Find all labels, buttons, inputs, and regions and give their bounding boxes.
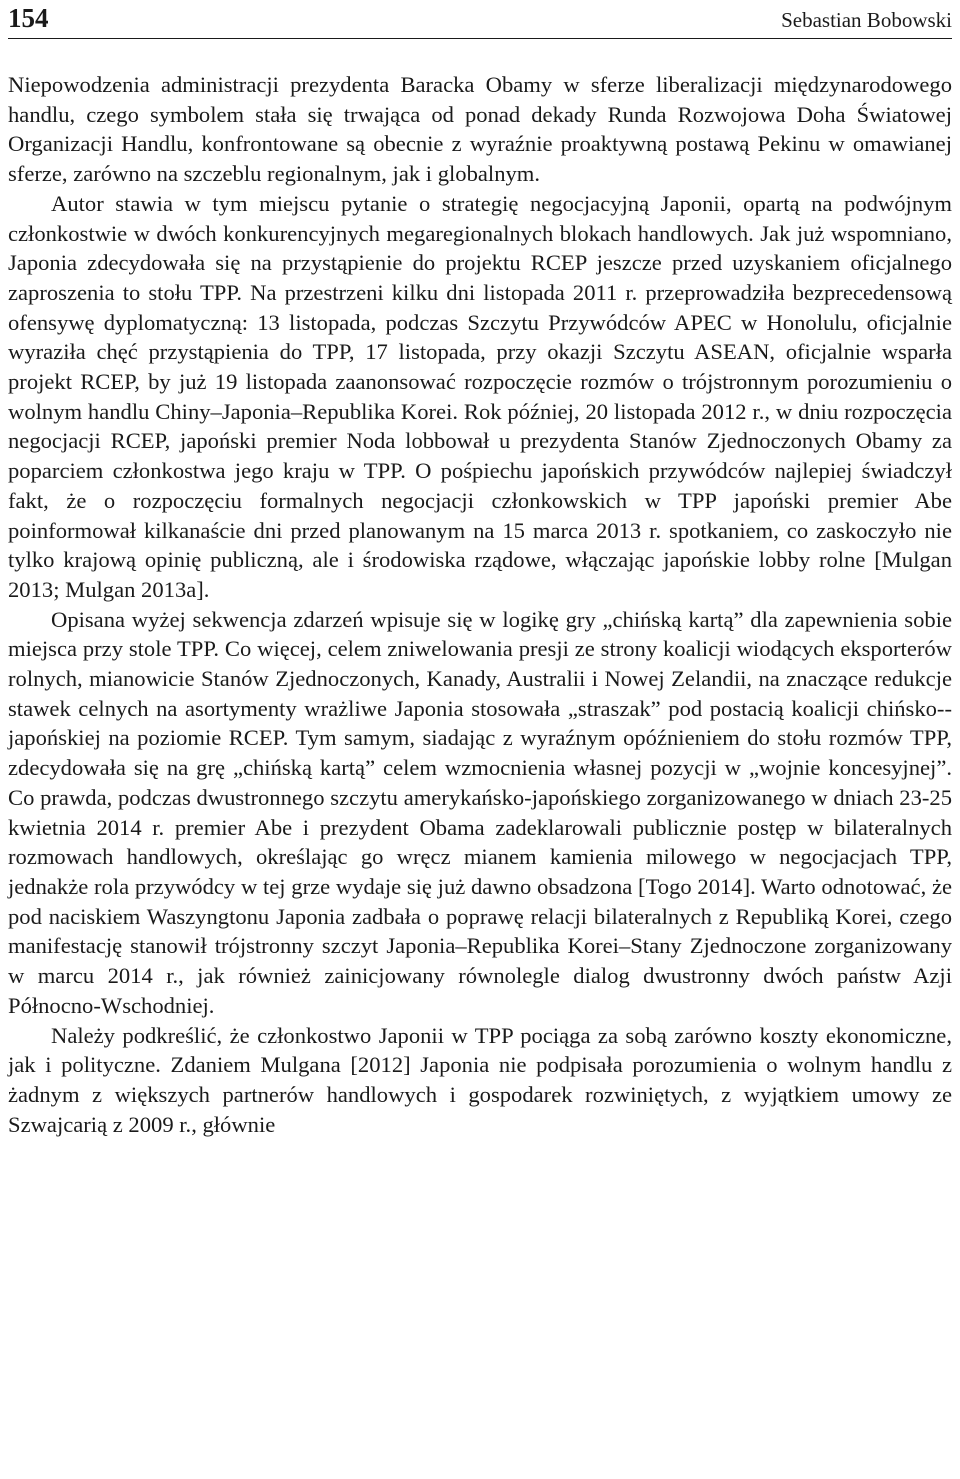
running-head-author: Sebastian Bobowski	[781, 8, 952, 32]
body-text	[8, 70, 952, 1139]
page-header	[8, 0, 952, 39]
document-page	[8, 0, 952, 1479]
paragraph: Należy podkreślić, że członkostwo Japonii w TPP pociąga za sobą zarówno koszty ekonomiczne, jak i polityczne. Zdaniem Mulgana [2012] Japonia nie podpisała porozumienia o wolnym handlu z żadnym z większych partnerów handlowych i gospodarek rozwiniętych, z wyjątkiem umowy ze Szwajcarią z 2009 r., głównie	[8, 1022, 952, 1137]
paragraph: Autor stawia w tym miejscu pytanie o strategię negocjacyjną Japonii, opartą na podwójnym członkostwie w dwóch konkurencyjnych megaregionalnych blokach handlowych. Jak już wspomniano, Japonia zdecydowała się na przystąpienie do projektu RCEP jeszcze przed uzyskaniem oficjalnego zaproszenia to stołu TPP. Na przestrzeni kilku dni listopada 2011 r. przeprowadziła bezprecedensową ofensywę dyplomatyczną: 13 listopada, podczas Szczytu Przywódców APEC w Honolulu, oficjalnie wyraziła chęć przystąpienia do TPP, 17 listopada, przy okazji Szczytu ASEAN, oficjalnie wsparła projekt RCEP, by już 19 listopada zaanonsować rozpoczęcie rozmów o trójstronnym porozumieniu o wolnym handlu Chiny–Japonia–Republika Korei. Rok później, 20 listopada 2012 r., w dniu rozpoczęcia negocjacji RCEP, japoński premier Noda lobbował u prezydenta Stanów Zjednoczonych Obamy za poparciem członkostwa jego kraju w TPP. O pośpiechu japońskich przywódców najlepiej świadczył fakt, że o rozpoczęciu formalnych negocjacji członkowskich w TPP japoński premier Abe poinformował kilkanaście dni przed planowanym na 15 marca 2013 r. spotkaniem, co zaskoczyło nie tylko krajową opinię publiczną, ale i środowiska rządowe, włączając japońskie lobby rolne [Mulgan 2013; Mulgan 2013a].	[8, 190, 952, 602]
page-number: 154	[8, 3, 49, 33]
paragraph: Niepowodzenia administracji prezydenta Baracka Obamy w sferze liberalizacji międzynarodowego handlu, czego symbolem stała się trwająca od ponad dekady Runda Rozwojowa Doha Światowej Organizacji Handlu, konfrontowane są obecnie z wyraźnie proaktywną postawą Pekinu w omawianej sferze, zarówno na szczeblu regionalnym, jak i globalnym.	[8, 72, 952, 187]
paragraph: Opisana wyżej sekwencja zdarzeń wpisuje się w logikę gry „chińską kartą” dla zapewnienia sobie miejsca przy stole TPP. Co więcej, celem zniwelowania presji ze strony koalicji wiodących eksporterów rolnych, mianowicie Stanów Zjednoczonych, Kanady, Australii i Nowej Zelandii, na znaczące redukcje stawek celnych na asortymenty wrażliwe Japonia stosowała „straszak” pod postacią koalicji chińsko--japońskiej na poziomie RCEP. Tym samym, siadając z wyraźnym opóźnieniem do stołu rozmów TPP, zdecydowała się na grę „chińską kartą” celem wzmocnienia własnej pozycji w „wojnie koncesyjnej”. Co prawda, podczas dwustronnego szczytu amerykańsko-japońskiego zorganizowanego w dniach 23-25 kwietnia 2014 r. premier Abe i prezydent Obama zadeklarowali publicznie postęp w bilateralnych rozmowach handlowych, określając go wręcz mianem kamienia milowego w negocjacjach TPP, jednakże rola przywódcy w tej grze wydaje się już dawno obsadzona [Togo 2014]. Warto odnotować, że pod naciskiem Waszyngtonu Japonia zadbała o poprawę relacji bilateralnych z Republiką Korei, czego manifestację stanowił trójstronny szczyt Japonia–Republika Korei–Stany Zjednoczone zorganizowany w marcu 2014 r., jak również zainicjowany równolegle dialog dwustronny dwóch państw Azji Północno-Wschodniej.	[8, 606, 952, 1018]
